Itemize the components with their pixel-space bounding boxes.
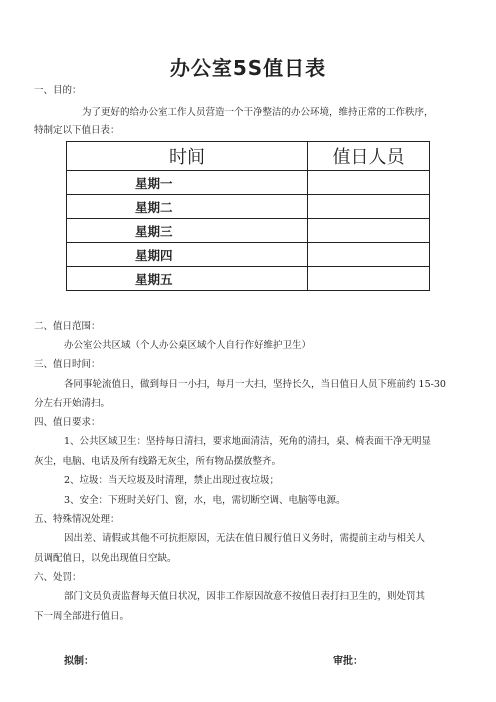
requirement-1-line2: 灰尘，电脑、电话及所有线路无灰尘，所有物品摆放整齐。 — [34, 456, 282, 467]
day-cell: 星期三 — [67, 219, 308, 243]
special-text-line1: 因出差、请假或其他不可抗拒原因，无法在值日履行值日义务时，需提前主动与相关人 — [64, 533, 426, 544]
table-row — [67, 195, 430, 219]
section-scope-heading: 二、值日范围： — [34, 321, 101, 332]
prepared-by-label: 拟制： — [64, 656, 94, 667]
person-cell — [308, 195, 430, 219]
section-penalty-heading: 六、处罚： — [34, 572, 82, 583]
requirement-3: 3、安全：下班时关好门、窗，水，电，需切断空调、电脑等电源。 — [64, 495, 346, 506]
penalty-text-line1: 部门文员负责监督每天值日状况，因非工作原因故意不按值日表打扫卫生的，则处罚其 — [64, 591, 426, 602]
table-row — [67, 171, 430, 195]
section-purpose-heading: 一、目的： — [34, 85, 82, 96]
purpose-text-line2: 特制定以下值日表： — [34, 125, 120, 136]
time-text-line2: 分左右开始清扫。 — [34, 398, 111, 409]
table-header-row — [67, 142, 430, 171]
person-cell — [308, 267, 430, 291]
page-title: 办公室5S值日表 — [169, 56, 327, 80]
person-cell — [308, 219, 430, 243]
scope-text: 办公室公共区域（个人办公桌区域个人自行作好维护卫生） — [64, 340, 312, 351]
table-row — [67, 267, 430, 291]
table-row — [67, 219, 430, 243]
requirement-1-line1: 1、公共区域卫生：坚持每日清扫，要求地面清洁，死角的清扫，桌、椅表面干净无明显 — [64, 436, 432, 447]
day-cell: 星期一 — [67, 171, 308, 195]
day-cell: 星期五 — [67, 267, 308, 291]
table-row — [67, 243, 430, 267]
duty-table — [66, 141, 430, 291]
special-text-line2: 员调配值日，以免出现值日空缺。 — [34, 553, 177, 564]
section-requirements-heading: 四、值日要求： — [34, 417, 101, 428]
person-cell — [308, 243, 430, 267]
time-text-line1: 各同事轮流值日，做到每日一小扫，每月一大扫，坚持长久，当日值日人员下班前约 15-30 — [64, 379, 446, 390]
requirement-2: 2、垃圾：当天垃圾及时清理，禁止出现过夜垃圾； — [64, 475, 280, 486]
section-time-heading: 三、值日时间： — [34, 359, 101, 370]
approved-by-label: 审批： — [333, 656, 363, 667]
section-special-heading: 五、特殊情况处理： — [34, 514, 120, 525]
header-time: 时间 — [67, 142, 308, 171]
day-cell: 星期四 — [67, 243, 308, 267]
person-cell — [308, 171, 430, 195]
day-cell: 星期二 — [67, 195, 308, 219]
penalty-text-line2: 下一周全部进行值日。 — [34, 611, 130, 622]
purpose-text-line1: 为了更好的给办公室工作人员营造一个干净整洁的办公环境，维持正常的工作秩序， — [82, 107, 434, 118]
header-duty-person: 值日人员 — [308, 142, 430, 171]
